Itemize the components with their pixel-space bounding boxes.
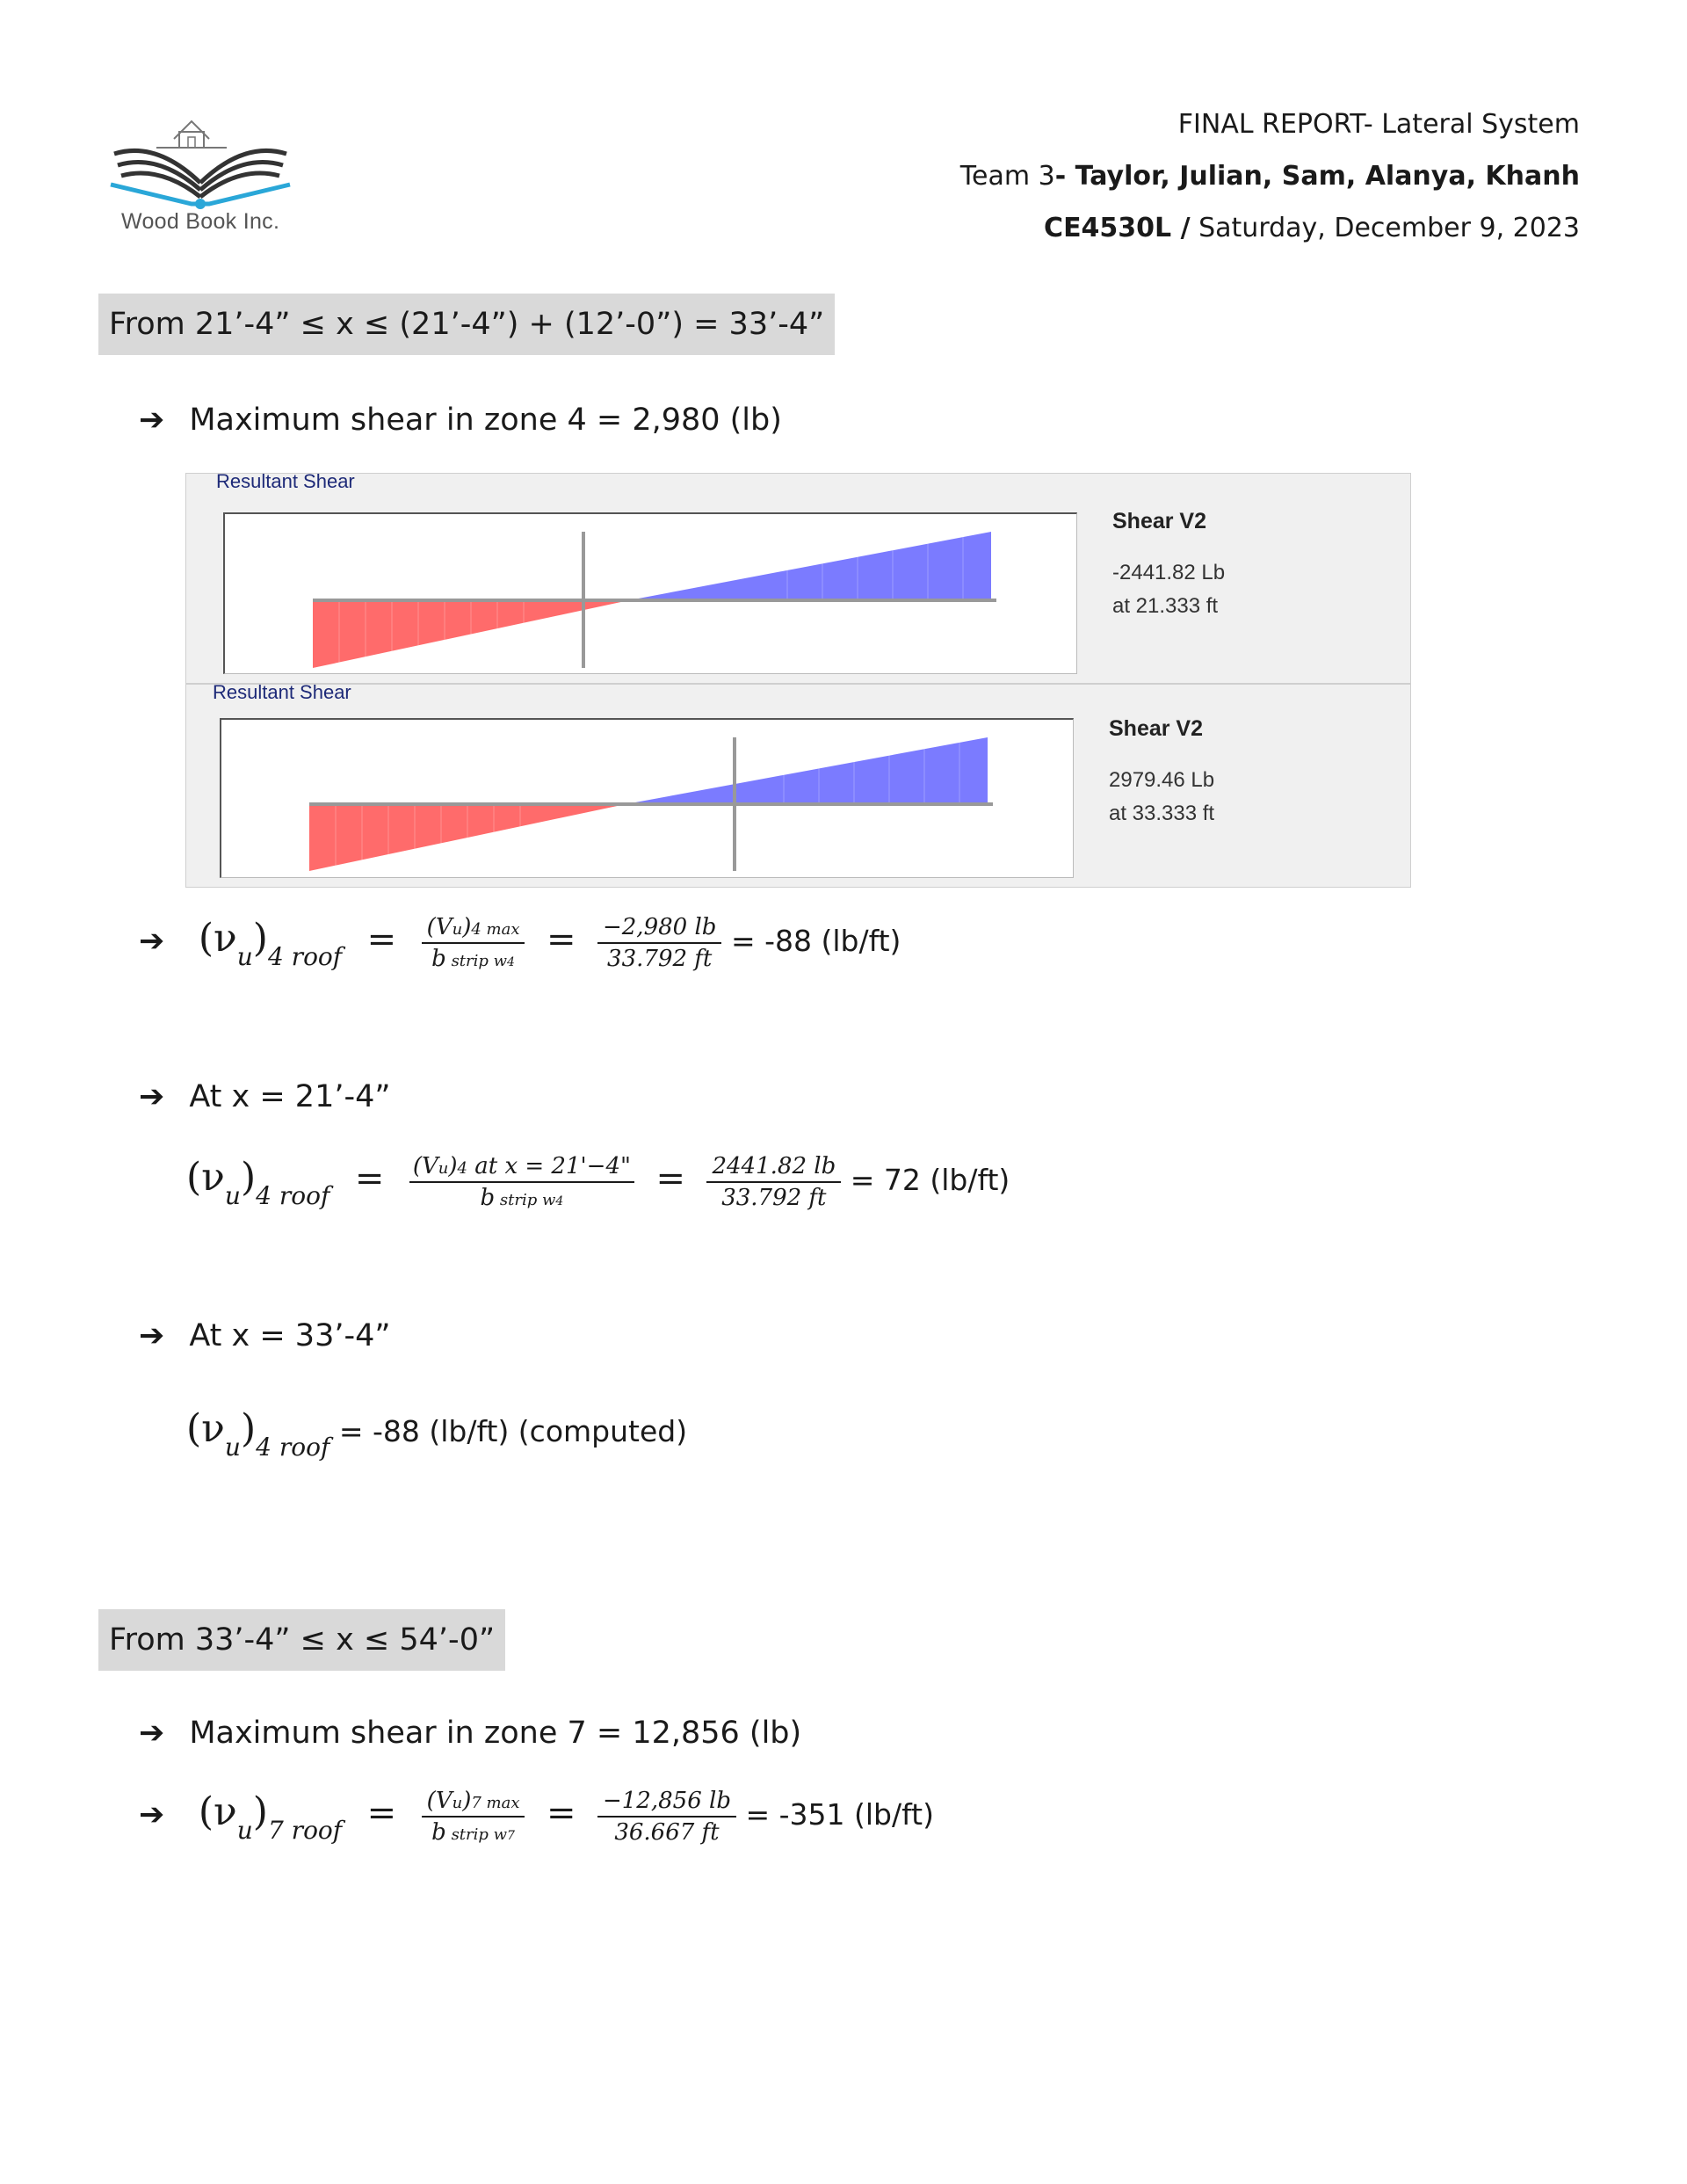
panel-title: Resultant Shear [216, 470, 355, 492]
equation-at-21-4: $(\nu_u)_{4 roof}$ = $\frac{\text{(Vu)4 at x = 21'−4"}}{\text{b strip w4}}$ = $\frac{2441.82 lb}{33.792 ft}$ = 72 (lb/ft) [186, 1153, 1010, 1211]
arrow-icon: ➔ [139, 1716, 165, 1751]
fraction-numeric: $\frac{-12,856 lb}{36.667 ft}$ [597, 1788, 736, 1846]
equation-at-33-4: $(\nu_u)_{4 roof} = -88$ (lb/ft) (computed) [186, 1406, 688, 1462]
positive-shear-region [626, 737, 988, 804]
bullet-max-shear-zone4 [139, 403, 782, 438]
shear-plot [225, 514, 1077, 674]
at-x-text: At x = 21’-4” [189, 1079, 391, 1114]
fraction-numeric: $\frac{2441.82 lb}{33.792 ft}$ [706, 1153, 841, 1211]
course-date-line [1044, 213, 1580, 243]
shear-value: -2441.82 Lb [1112, 561, 1226, 584]
shear-label: Shear V2 [1112, 509, 1207, 533]
fraction-numeric: $\frac{-2,980 lb}{33.792 ft}$ [597, 914, 721, 972]
positive-shear-region [629, 532, 991, 600]
arrow-icon: ➔ [139, 1797, 165, 1832]
shear-plot [221, 720, 1074, 878]
fraction-shear-over-width: $\frac{(Vu)4 \max}{\text{b strip w4}}$ [422, 914, 525, 972]
equation-result: = -88 (lb/ft) (computed) [338, 1414, 688, 1448]
section-range-band-2: From 33’-4” ≤ x ≤ 54’-0” [98, 1609, 505, 1671]
team-members: - Taylor, Julian, Sam, Alanya, Khanh [1054, 161, 1580, 192]
shear-diagram-panel-2 [185, 681, 1411, 888]
max-shear-text: Maximum shear in zone 7 = 12,856 (lb) [189, 1716, 802, 1751]
shear-plot-area [220, 718, 1074, 878]
course-code: CE4530L / [1044, 213, 1191, 243]
arrow-icon: ➔ [139, 924, 165, 959]
team-label: Team 3 [959, 161, 1055, 192]
equation-result: = -88 (lb/ft) [730, 924, 901, 958]
panel-title: Resultant Shear [213, 681, 351, 703]
max-shear-text: Maximum shear in zone 4 = 2,980 (lb) [189, 403, 782, 438]
shear-location: at 33.333 ft [1109, 802, 1215, 825]
fraction-shear-over-width: $\frac{\text{(Vu)4 at x = 21'−4"}}{\text{b strip w4}}$ [409, 1153, 634, 1211]
bullet-at-x-33-4 [139, 1318, 391, 1353]
equation-zone4-max: ➔ $(\nu_u)_{4 roof}$ = $\frac{(Vu)4 \max}{\text{b strip w4}}$ = $\frac{-2,980 lb}{33.792 ft}$ = -88 (lb/ft) [139, 914, 901, 972]
equation-result: = 72 (lb/ft) [850, 1163, 1010, 1197]
arrow-icon: ➔ [139, 403, 165, 438]
at-x-text: At x = 33’-4” [189, 1318, 391, 1353]
shear-value: 2979.46 Lb [1109, 768, 1215, 792]
equation-zone7-max: ➔ $(\nu_u)_{7 roof}$ = $\frac{(Vu)7 \max}{\text{b strip w7}}$ = $\frac{-12,856 lb}{36.667 ft}$ = -351 (lb/ft) [139, 1788, 934, 1846]
shear-location: at 21.333 ft [1112, 594, 1219, 618]
book-house-logo-icon [104, 105, 306, 211]
team-line [960, 161, 1580, 192]
logo-text: Wood Book Inc. [121, 209, 280, 234]
section-range-band-1: From 21’-4” ≤ x ≤ (21’-4”) + (12’-0”) = 33’-4” [98, 294, 835, 355]
shear-diagram-panel-1 [185, 470, 1411, 684]
equation-result: = -351 (lb/ft) [745, 1797, 934, 1832]
arrow-icon: ➔ [139, 1079, 165, 1114]
bullet-at-x-21-4 [139, 1079, 391, 1114]
shear-plot-area [223, 512, 1077, 674]
fraction-shear-over-width: $\frac{(Vu)7 \max}{\text{b strip w7}}$ [422, 1788, 525, 1846]
report-title: FINAL REPORT- Lateral System [1177, 109, 1580, 140]
arrow-icon: ➔ [139, 1318, 165, 1353]
shear-label: Shear V2 [1109, 716, 1204, 741]
report-date: Saturday, December 9, 2023 [1190, 213, 1580, 243]
bullet-max-shear-zone7 [139, 1716, 801, 1751]
